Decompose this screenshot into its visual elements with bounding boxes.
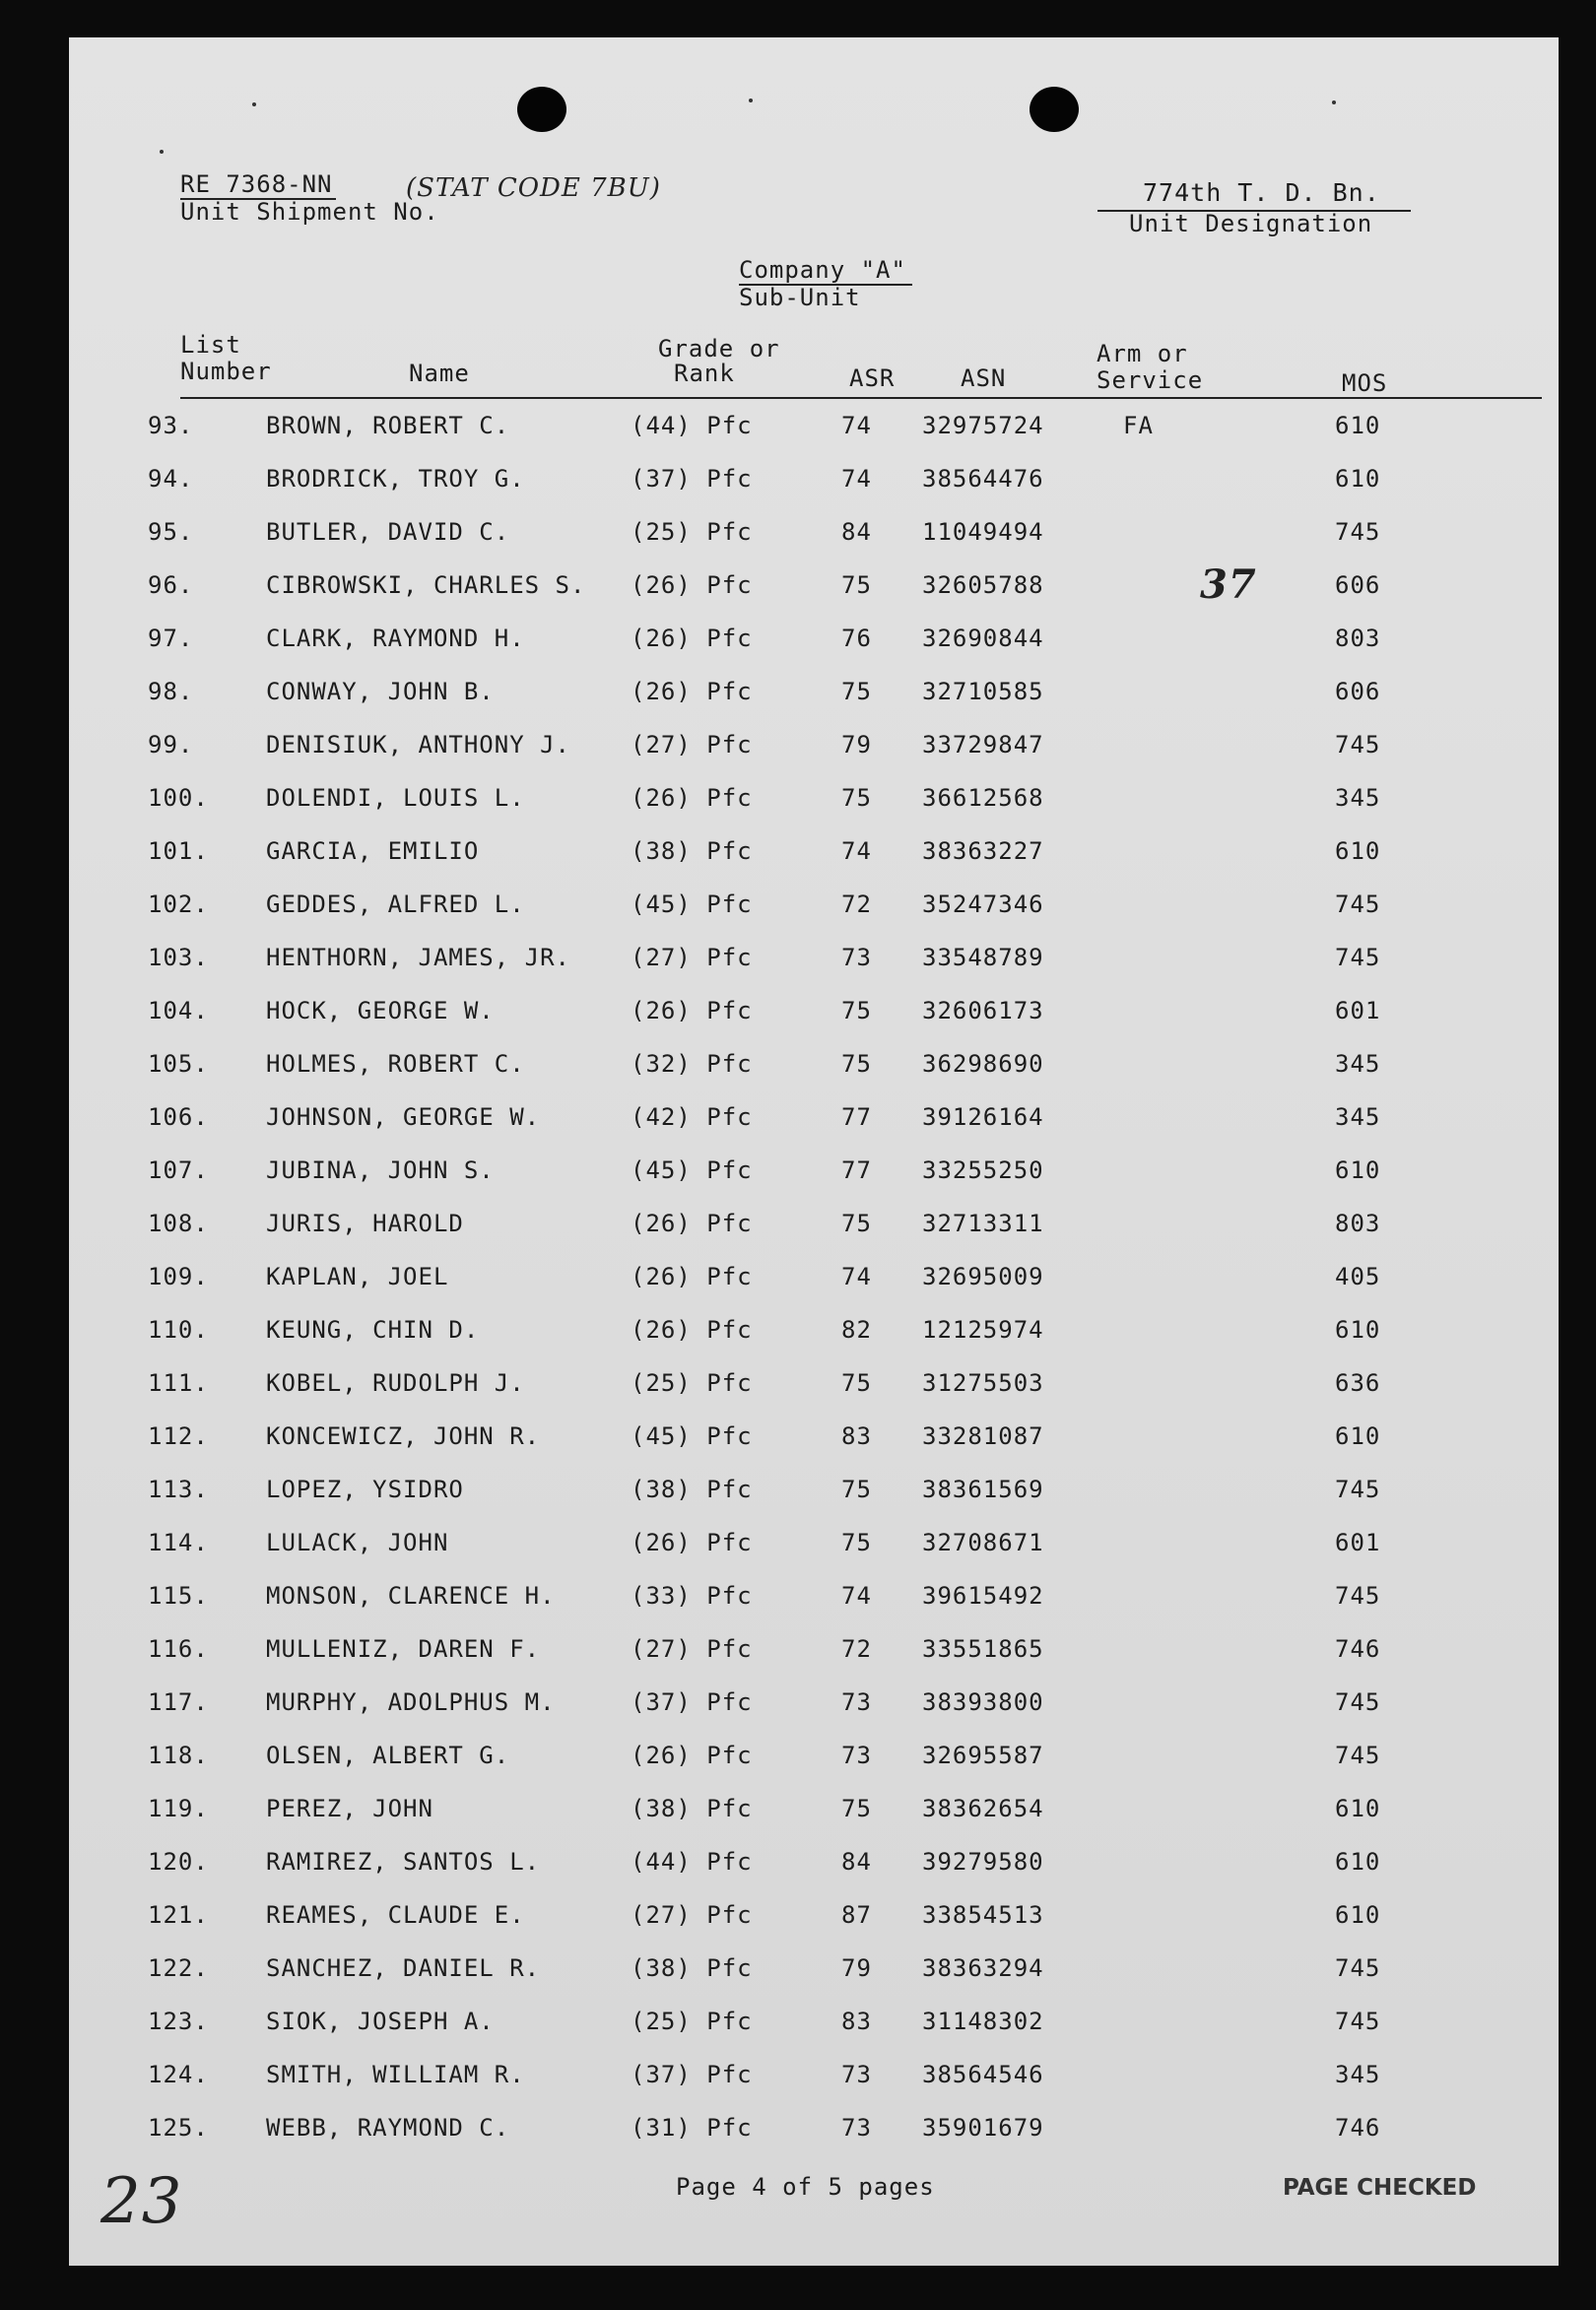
- asr: 84: [841, 1848, 872, 1876]
- asn: 33281087: [922, 1422, 1044, 1450]
- asn: 31148302: [922, 2008, 1044, 2035]
- soldier-name: HOCK, GEORGE W.: [266, 997, 495, 1024]
- roster-row: [69, 944, 1559, 979]
- asn: 12125974: [922, 1316, 1044, 1344]
- grade: (26) Pfc: [631, 571, 753, 599]
- asr: 84: [841, 518, 872, 546]
- mos: 745: [1335, 944, 1381, 971]
- grade: (25) Pfc: [631, 2008, 753, 2035]
- document-sheet: [69, 37, 1559, 2266]
- asn: 32975724: [922, 412, 1044, 439]
- soldier-name: SMITH, WILLIAM R.: [266, 2061, 525, 2088]
- soldier-name: DOLENDI, LOUIS L.: [266, 784, 525, 812]
- col-header-number: Number: [180, 358, 272, 385]
- soldier-name: KAPLAN, JOEL: [266, 1263, 449, 1290]
- col-header-asn: ASN: [961, 364, 1007, 392]
- mos: 606: [1335, 571, 1381, 599]
- sub-unit-value: Company "A": [739, 256, 906, 284]
- col-header-list: List: [180, 331, 241, 359]
- list-number: 118.: [148, 1742, 209, 1769]
- list-number: 121.: [148, 1901, 209, 1929]
- asr: 74: [841, 1263, 872, 1290]
- mos: 745: [1335, 1954, 1381, 1982]
- asr: 75: [841, 1210, 872, 1237]
- sub-unit-label: Sub-Unit: [739, 284, 861, 311]
- asr: 73: [841, 2061, 872, 2088]
- asr: 75: [841, 678, 872, 705]
- list-number: 110.: [148, 1316, 209, 1344]
- list-number: 107.: [148, 1156, 209, 1184]
- mos: 745: [1335, 891, 1381, 918]
- grade: (45) Pfc: [631, 891, 753, 918]
- list-number: 115.: [148, 1582, 209, 1610]
- asr: 75: [841, 1795, 872, 1822]
- asr: 82: [841, 1316, 872, 1344]
- mos: 610: [1335, 837, 1381, 865]
- asn: 38564476: [922, 465, 1044, 493]
- list-number: 103.: [148, 944, 209, 971]
- roster-row: [69, 837, 1559, 873]
- soldier-name: CIBROWSKI, CHARLES S.: [266, 571, 586, 599]
- asn: 36612568: [922, 784, 1044, 812]
- roster-row: [69, 1742, 1559, 1777]
- col-header-asr: ASR: [849, 364, 896, 392]
- grade: (25) Pfc: [631, 518, 753, 546]
- asr: 74: [841, 837, 872, 865]
- grade: (26) Pfc: [631, 1263, 753, 1290]
- asr: 83: [841, 1422, 872, 1450]
- mos: 636: [1335, 1369, 1381, 1397]
- soldier-name: BROWN, ROBERT C.: [266, 412, 510, 439]
- roster-row: [69, 891, 1559, 926]
- mos: 610: [1335, 1156, 1381, 1184]
- asr: 77: [841, 1156, 872, 1184]
- grade: (26) Pfc: [631, 1529, 753, 1556]
- roster-row: [69, 1050, 1559, 1086]
- mos: 345: [1335, 2061, 1381, 2088]
- list-number: 99.: [148, 731, 194, 759]
- list-number: 104.: [148, 997, 209, 1024]
- asn: 32713311: [922, 1210, 1044, 1237]
- mos: 610: [1335, 1795, 1381, 1822]
- mos: 803: [1335, 1210, 1381, 1237]
- list-number: 117.: [148, 1688, 209, 1716]
- asn: 38361569: [922, 1476, 1044, 1503]
- soldier-name: REAMES, CLAUDE E.: [266, 1901, 525, 1929]
- grade: (42) Pfc: [631, 1103, 753, 1131]
- asn: 38564546: [922, 2061, 1044, 2088]
- asn: 32690844: [922, 625, 1044, 652]
- page-footer: Page 4 of 5 pages: [676, 2173, 935, 2201]
- asr: 73: [841, 1688, 872, 1716]
- mos: 610: [1335, 1422, 1381, 1450]
- asr: 75: [841, 1529, 872, 1556]
- grade: (38) Pfc: [631, 1476, 753, 1503]
- list-number: 112.: [148, 1422, 209, 1450]
- grade: (38) Pfc: [631, 1795, 753, 1822]
- roster-row: [69, 1582, 1559, 1617]
- soldier-name: WEBB, RAYMOND C.: [266, 2114, 510, 2142]
- mos: 610: [1335, 1901, 1381, 1929]
- asr: 76: [841, 625, 872, 652]
- stat-code-note: (STAT CODE 7BU): [406, 173, 661, 203]
- list-number: 98.: [148, 678, 194, 705]
- list-number: 111.: [148, 1369, 209, 1397]
- soldier-name: HENTHORN, JAMES, JR.: [266, 944, 570, 971]
- asn: 33729847: [922, 731, 1044, 759]
- soldier-name: GEDDES, ALFRED L.: [266, 891, 525, 918]
- mos: 745: [1335, 1742, 1381, 1769]
- roster-row: [69, 1103, 1559, 1139]
- list-number: 113.: [148, 1476, 209, 1503]
- soldier-name: HOLMES, ROBERT C.: [266, 1050, 525, 1078]
- soldier-name: MULLENIZ, DAREN F.: [266, 1635, 541, 1663]
- paper-speck: [160, 150, 164, 154]
- asr: 74: [841, 1582, 872, 1610]
- asr: 74: [841, 465, 872, 493]
- grade: (26) Pfc: [631, 1316, 753, 1344]
- mos: 745: [1335, 1476, 1381, 1503]
- roster-row: [69, 1529, 1559, 1564]
- list-number: 122.: [148, 1954, 209, 1982]
- list-number: 108.: [148, 1210, 209, 1237]
- mos: 606: [1335, 678, 1381, 705]
- roster-row: [69, 678, 1559, 713]
- mos: 345: [1335, 784, 1381, 812]
- asr: 72: [841, 891, 872, 918]
- mos: 745: [1335, 1582, 1381, 1610]
- list-number: 114.: [148, 1529, 209, 1556]
- list-number: 119.: [148, 1795, 209, 1822]
- mos: 745: [1335, 2008, 1381, 2035]
- asr: 73: [841, 944, 872, 971]
- list-number: 124.: [148, 2061, 209, 2088]
- soldier-name: DENISIUK, ANTHONY J.: [266, 731, 570, 759]
- asr: 75: [841, 1476, 872, 1503]
- mos: 745: [1335, 518, 1381, 546]
- asn: 38363227: [922, 837, 1044, 865]
- asr: 87: [841, 1901, 872, 1929]
- col-header-service: Service: [1097, 366, 1204, 394]
- mos: 610: [1335, 1316, 1381, 1344]
- soldier-name: KONCEWICZ, JOHN R.: [266, 1422, 541, 1450]
- list-number: 97.: [148, 625, 194, 652]
- grade: (26) Pfc: [631, 784, 753, 812]
- mos: 610: [1335, 412, 1381, 439]
- grade: (31) Pfc: [631, 2114, 753, 2142]
- list-number: 109.: [148, 1263, 209, 1290]
- margin-handwritten-number: 37: [1200, 561, 1257, 608]
- shipment-label: Unit Shipment No.: [180, 198, 439, 226]
- soldier-name: SANCHEZ, DANIEL R.: [266, 1954, 541, 1982]
- grade: (45) Pfc: [631, 1156, 753, 1184]
- grade: (27) Pfc: [631, 944, 753, 971]
- roster-row: [69, 731, 1559, 766]
- paper-speck: [1332, 100, 1336, 104]
- grade: (27) Pfc: [631, 1901, 753, 1929]
- list-number: 94.: [148, 465, 194, 493]
- soldier-name: MONSON, CLARENCE H.: [266, 1582, 556, 1610]
- mos: 405: [1335, 1263, 1381, 1290]
- roster-row: [69, 1263, 1559, 1298]
- soldier-name: KEUNG, CHIN D.: [266, 1316, 480, 1344]
- grade: (38) Pfc: [631, 1954, 753, 1982]
- roster-row: [69, 784, 1559, 820]
- roster-row: [69, 465, 1559, 500]
- mos: 746: [1335, 1635, 1381, 1663]
- asn: 38393800: [922, 1688, 1044, 1716]
- roster-row: [69, 1156, 1559, 1192]
- asn: 39615492: [922, 1582, 1044, 1610]
- list-number: 93.: [148, 412, 194, 439]
- mos: 345: [1335, 1103, 1381, 1131]
- asr: 75: [841, 1369, 872, 1397]
- grade: (32) Pfc: [631, 1050, 753, 1078]
- asn: 32708671: [922, 1529, 1044, 1556]
- asn: 36298690: [922, 1050, 1044, 1078]
- asr: 75: [841, 784, 872, 812]
- grade: (26) Pfc: [631, 1742, 753, 1769]
- soldier-name: OLSEN, ALBERT G.: [266, 1742, 510, 1769]
- roster-row: [69, 1210, 1559, 1245]
- roster-row: [69, 2114, 1559, 2149]
- soldier-name: RAMIREZ, SANTOS L.: [266, 1848, 541, 1876]
- mos: 610: [1335, 1848, 1381, 1876]
- asr: 72: [841, 1635, 872, 1663]
- soldier-name: KOBEL, RUDOLPH J.: [266, 1369, 525, 1397]
- shipment-number: RE 7368-NN: [180, 170, 333, 198]
- mos: 746: [1335, 2114, 1381, 2142]
- grade: (38) Pfc: [631, 837, 753, 865]
- list-number: 123.: [148, 2008, 209, 2035]
- asr: 75: [841, 997, 872, 1024]
- soldier-name: CLARK, RAYMOND H.: [266, 625, 525, 652]
- unit-designation-value: 774th T. D. Bn.: [1143, 178, 1380, 207]
- arm-service: FA: [1123, 412, 1154, 439]
- asr: 75: [841, 571, 872, 599]
- asn: 39279580: [922, 1848, 1044, 1876]
- mos: 610: [1335, 465, 1381, 493]
- roster-row: [69, 518, 1559, 554]
- list-number: 96.: [148, 571, 194, 599]
- asn: 11049494: [922, 518, 1044, 546]
- asr: 73: [841, 2114, 872, 2142]
- col-header-name: Name: [409, 360, 470, 387]
- mos: 345: [1335, 1050, 1381, 1078]
- grade: (26) Pfc: [631, 997, 753, 1024]
- grade: (27) Pfc: [631, 1635, 753, 1663]
- roster-row: [69, 997, 1559, 1032]
- grade: (26) Pfc: [631, 1210, 753, 1237]
- asn: 32710585: [922, 678, 1044, 705]
- grade: (26) Pfc: [631, 678, 753, 705]
- soldier-name: JURIS, HAROLD: [266, 1210, 464, 1237]
- roster-row: [69, 2061, 1559, 2096]
- asn: 33551865: [922, 1635, 1044, 1663]
- soldier-name: PEREZ, JOHN: [266, 1795, 433, 1822]
- asr: 83: [841, 2008, 872, 2035]
- list-number: 120.: [148, 1848, 209, 1876]
- roster-row: [69, 412, 1559, 447]
- mos: 745: [1335, 1688, 1381, 1716]
- grade: (27) Pfc: [631, 731, 753, 759]
- list-number: 125.: [148, 2114, 209, 2142]
- mos: 601: [1335, 1529, 1381, 1556]
- soldier-name: LOPEZ, YSIDRO: [266, 1476, 464, 1503]
- roster-row: [69, 1476, 1559, 1511]
- grade: (37) Pfc: [631, 1688, 753, 1716]
- col-header-arm: Arm or: [1097, 340, 1188, 367]
- column-header-rule: [180, 397, 1542, 399]
- roster-row: [69, 1901, 1559, 1937]
- roster-row: [69, 1316, 1559, 1352]
- corner-handwritten-number: 23: [100, 2165, 183, 2238]
- grade: (33) Pfc: [631, 1582, 753, 1610]
- unit-designation-label: Unit Designation: [1129, 210, 1373, 237]
- list-number: 100.: [148, 784, 209, 812]
- asn: 31275503: [922, 1369, 1044, 1397]
- list-number: 106.: [148, 1103, 209, 1131]
- soldier-name: JUBINA, JOHN S.: [266, 1156, 495, 1184]
- soldier-name: GARCIA, EMILIO: [266, 837, 480, 865]
- asn: 35247346: [922, 891, 1044, 918]
- list-number: 105.: [148, 1050, 209, 1078]
- grade: (44) Pfc: [631, 412, 753, 439]
- soldier-name: MURPHY, ADOLPHUS M.: [266, 1688, 556, 1716]
- roster-row: [69, 1369, 1559, 1405]
- grade: (44) Pfc: [631, 1848, 753, 1876]
- soldier-name: BRODRICK, TROY G.: [266, 465, 525, 493]
- punch-hole: [517, 87, 566, 132]
- punch-hole: [1030, 87, 1079, 132]
- asn: 38362654: [922, 1795, 1044, 1822]
- asn: 38363294: [922, 1954, 1044, 1982]
- roster-row: [69, 1422, 1559, 1458]
- asn: 32606173: [922, 997, 1044, 1024]
- list-number: 95.: [148, 518, 194, 546]
- list-number: 101.: [148, 837, 209, 865]
- list-number: 116.: [148, 1635, 209, 1663]
- asr: 75: [841, 1050, 872, 1078]
- asr: 77: [841, 1103, 872, 1131]
- asr: 73: [841, 1742, 872, 1769]
- asn: 35901679: [922, 2114, 1044, 2142]
- asn: 33255250: [922, 1156, 1044, 1184]
- page-checked-stamp: PAGE CHECKED: [1283, 2175, 1477, 2201]
- roster-row: [69, 1954, 1559, 1990]
- asn: 33548789: [922, 944, 1044, 971]
- mos: 803: [1335, 625, 1381, 652]
- roster-row: [69, 2008, 1559, 2043]
- roster-row: [69, 1635, 1559, 1671]
- soldier-name: JOHNSON, GEORGE W.: [266, 1103, 541, 1131]
- grade: (26) Pfc: [631, 625, 753, 652]
- asn: 33854513: [922, 1901, 1044, 1929]
- roster-row: [69, 571, 1559, 607]
- asn: 32695009: [922, 1263, 1044, 1290]
- roster-row: [69, 1688, 1559, 1724]
- grade: (37) Pfc: [631, 465, 753, 493]
- mos: 745: [1335, 731, 1381, 759]
- asr: 79: [841, 731, 872, 759]
- paper-speck: [749, 99, 753, 102]
- soldier-name: SIOK, JOSEPH A.: [266, 2008, 495, 2035]
- soldier-name: LULACK, JOHN: [266, 1529, 449, 1556]
- col-header-mos: MOS: [1342, 369, 1388, 397]
- grade: (25) Pfc: [631, 1369, 753, 1397]
- grade: (45) Pfc: [631, 1422, 753, 1450]
- roster-row: [69, 1848, 1559, 1883]
- asn: 32695587: [922, 1742, 1044, 1769]
- paper-speck: [252, 102, 256, 106]
- asn: 39126164: [922, 1103, 1044, 1131]
- mos: 601: [1335, 997, 1381, 1024]
- asr: 74: [841, 412, 872, 439]
- roster-row: [69, 1795, 1559, 1830]
- col-header-rank: Rank: [674, 360, 735, 387]
- soldier-name: BUTLER, DAVID C.: [266, 518, 510, 546]
- soldier-name: CONWAY, JOHN B.: [266, 678, 495, 705]
- asn: 32605788: [922, 571, 1044, 599]
- roster-row: [69, 625, 1559, 660]
- col-header-grade: Grade or: [658, 335, 780, 363]
- asr: 79: [841, 1954, 872, 1982]
- list-number: 102.: [148, 891, 209, 918]
- grade: (37) Pfc: [631, 2061, 753, 2088]
